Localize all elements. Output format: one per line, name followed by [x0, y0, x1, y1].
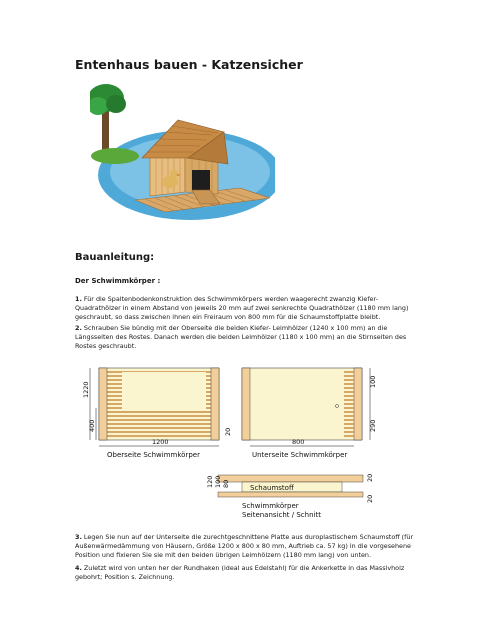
dim-400: 400 [88, 419, 96, 432]
dim-side-80: 80 [222, 479, 230, 488]
step-3-text: Legen Sie nun auf der Unterseite die zurechtgeschnittene Platte aus duroplastischem Schaumstoff (für Außenwärmedämmung von Häusern, Größe 1200 x 800 x 80 mm, Auftrieb ca. 57 kg) in die vorgesehene Position und fixieren Sie sie mit den beiden übrigen Leimhölzern (1180 mm lang) von unten. [75, 533, 414, 559]
technical-drawing [82, 358, 422, 528]
dim-800: 800 [292, 438, 305, 446]
dim-side-120: 120 [206, 475, 214, 488]
subheading: Der Schwimmkörper : [75, 277, 161, 285]
dim-20: 20 [224, 427, 232, 436]
caption-side-2: Seitenansicht / Schnitt [242, 511, 321, 519]
step-2-text: Schrauben Sie bündig mit der Oberseite die beiden Kiefer- Leimhölzer (1240 x 100 mm) an die Längsseiten des Rostes. Danach werden die beiden Leimhölzer (1180 x 100 mm) an die Stirnseiten des Rostes geschraubt. [75, 324, 407, 350]
dim-side-right-20b: 20 [366, 494, 374, 503]
step-3-number: 3. [75, 533, 82, 541]
side-view [206, 474, 374, 519]
foam-label: Schaumstoff [250, 484, 294, 492]
caption-top-view: Oberseite Schwimmkörper [107, 451, 200, 459]
step-1 [75, 295, 420, 322]
dim-1200: 1200 [152, 438, 169, 446]
dim-side-100: 100 [214, 475, 222, 488]
dim-290: 290 [369, 419, 377, 432]
bottom-view [242, 368, 377, 459]
page-title: Entenhaus bauen - Katzensicher [75, 57, 303, 72]
step-1-text: Für die Spaltenbodenkonstruktion des Schwimmkörpers werden waagerecht zwanzig Kiefer-Quadrathölzer in einem Abstand von jeweils 20 mm auf zwei senkrechte Quadrathölzer (1180 mm lang) geschraubt, so dass zwischen ihnen ein Freiraum von 800 mm für die Schaumstoffplatte bleibt. [75, 295, 409, 321]
step-1-number: 1. [75, 295, 82, 303]
section-heading: Bauanleitung: [75, 252, 155, 263]
top-view [82, 368, 232, 459]
dim-1220: 1220 [82, 381, 90, 398]
step-4-text: Zuletzt wird von unten her der Rundhaken (ideal aus Edelstahl) für die Ankerkette in das Massivholz gebohrt; Position s. Zeichnung. [75, 564, 405, 581]
step-2-number: 2. [75, 324, 82, 332]
caption-bottom-view: Unterseite Schwimmkörper [252, 451, 348, 459]
step-4-number: 4. [75, 564, 82, 572]
duck-house-illustration [90, 80, 275, 220]
caption-side-1: Schwimmkörper [242, 502, 299, 510]
step-4 [75, 564, 420, 582]
dim-side-right-20: 20 [366, 473, 374, 482]
dim-100: 100 [369, 375, 377, 388]
step-2 [75, 324, 420, 351]
step-3 [75, 533, 420, 560]
